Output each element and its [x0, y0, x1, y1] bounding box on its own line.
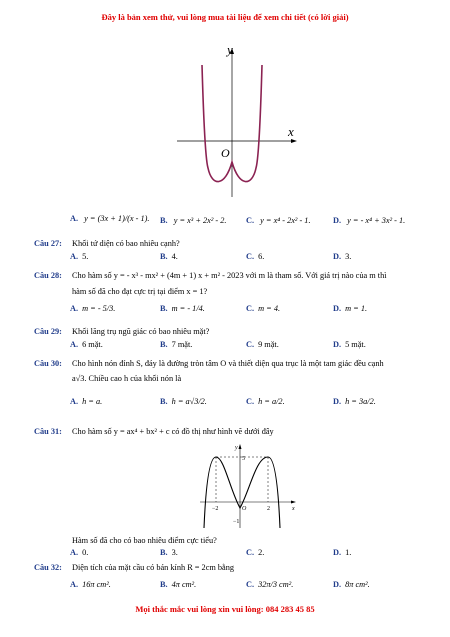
question-32	[34, 562, 434, 574]
q28-option-a[interactable]: A. m = - 5/3.	[70, 304, 116, 313]
x-tick-2: 2	[267, 506, 270, 512]
question-text: Khối tứ diện có bao nhiêu cạnh?	[72, 239, 180, 248]
q26-option-d[interactable]: D. y = - x⁴ + 3x² - 1.	[333, 216, 406, 225]
question-text: Cho hàm số y = ax⁴ + bx² + c có đồ thị như hình vẽ dưới đây	[72, 427, 274, 436]
graph-q26	[175, 40, 300, 200]
q30-option-a[interactable]: A. h = a.	[70, 397, 103, 406]
y-tick-neg1: −1	[233, 519, 240, 525]
q30-option-d[interactable]: D. h = 3a/2.	[333, 397, 376, 406]
q32-option-a[interactable]: A. 16π cm².	[70, 580, 111, 589]
q30-option-c[interactable]: C. h = a/2.	[246, 397, 285, 406]
question-31	[34, 426, 434, 438]
q26-option-b-text: y = x³ + 2x² - 2.	[173, 216, 227, 225]
question-number: Câu 31:	[34, 427, 62, 436]
question-29	[34, 326, 434, 338]
x-axis-label: x	[292, 506, 295, 512]
q26-option-b[interactable]: B. y = x³ + 2x² - 2.	[160, 216, 227, 225]
q31-option-d[interactable]: D. 1.	[333, 548, 352, 557]
origin-label: O	[242, 506, 247, 512]
q29-option-c[interactable]: C. 9 mặt.	[246, 340, 279, 349]
q27-option-a[interactable]: A. 5.	[70, 252, 89, 261]
q26-option-d-text: y = - x⁴ + 3x² - 1.	[347, 216, 406, 225]
question-30-line2: a√3. Chiều cao h của khối nón là	[72, 374, 182, 383]
question-number: Câu 29:	[34, 327, 62, 336]
q28-option-c[interactable]: C. m = 4.	[246, 304, 281, 313]
question-28-line2: hàm số đã cho đạt cực trị tại điểm x = 1?	[72, 287, 208, 296]
header-banner: Đây là bản xem thử, vui lòng mua tài liệu để xem chi tiết (có lời giải)	[101, 12, 349, 22]
q27-option-c[interactable]: C. 6.	[246, 252, 265, 261]
y-axis-label: y	[235, 445, 238, 451]
q26-option-a-text: y = (3x + 1)/(x - 1).	[84, 214, 150, 223]
graph-q31	[198, 440, 298, 530]
y-tick-5: 5	[242, 456, 245, 462]
q31-option-a[interactable]: A. 0.	[70, 548, 89, 557]
q27-option-b[interactable]: B. 4.	[160, 252, 178, 261]
question-28	[34, 270, 434, 282]
x-tick-neg2: −2	[212, 506, 219, 512]
curve-q31	[204, 457, 280, 528]
q26-option-a[interactable]: A. y = (3x + 1)/(x - 1).	[70, 214, 150, 223]
q29-option-d[interactable]: D. 5 mặt.	[333, 340, 366, 349]
x-axis-label: x	[288, 124, 294, 139]
q28-option-d[interactable]: D. m = 1.	[333, 304, 368, 313]
q31-option-b[interactable]: B. 3.	[160, 548, 178, 557]
question-text-line1: Cho hình nón đỉnh S, đáy là đường tròn tâm O và thiết diện qua trục là một tam giác đều cạnh	[72, 359, 384, 368]
question-text: Diện tích của mặt cầu có bán kính R = 2cm bằng	[72, 563, 235, 572]
question-number: Câu 27:	[34, 239, 62, 248]
q32-option-d[interactable]: D. 8π cm².	[333, 580, 370, 589]
question-number: Câu 28:	[34, 271, 62, 280]
q32-option-b[interactable]: B. 4π cm².	[160, 580, 197, 589]
origin-label: O	[221, 146, 230, 160]
q26-option-c[interactable]: C. y = x⁴ - 2x² - 1.	[246, 216, 311, 225]
question-number: Câu 30:	[34, 359, 62, 368]
q30-option-b[interactable]: B. h = a√3/2.	[160, 397, 207, 406]
q28-option-b[interactable]: B. m = - 1/4.	[160, 304, 205, 313]
q29-option-b[interactable]: B. 7 mặt.	[160, 340, 193, 349]
q32-option-c[interactable]: C. 32π/3 cm².	[246, 580, 294, 589]
question-text-line1: Cho hàm số y = - x³ - mx² + (4m + 1) x + m² - 2023 với m là tham số. Với giá trị nào của m thì	[72, 271, 387, 280]
q26-option-c-text: y = x⁴ - 2x² - 1.	[260, 216, 311, 225]
question-text: Khối lăng trụ ngũ giác có bao nhiêu mặt?	[72, 327, 210, 336]
question-number: Câu 32:	[34, 563, 62, 572]
q29-option-a[interactable]: A. 6 mặt.	[70, 340, 103, 349]
q31-option-c[interactable]: C. 2.	[246, 548, 265, 557]
question-31-prompt: Hàm số đã cho có bao nhiêu điểm cực tiểu?	[72, 536, 217, 545]
y-axis-label: y	[227, 42, 233, 57]
q27-option-d[interactable]: D. 3.	[333, 252, 352, 261]
question-30	[34, 358, 434, 370]
footer-banner: Mọi thắc mắc vui lòng xin vui lòng: 084 283 45 85	[135, 604, 315, 614]
question-27	[34, 238, 434, 250]
